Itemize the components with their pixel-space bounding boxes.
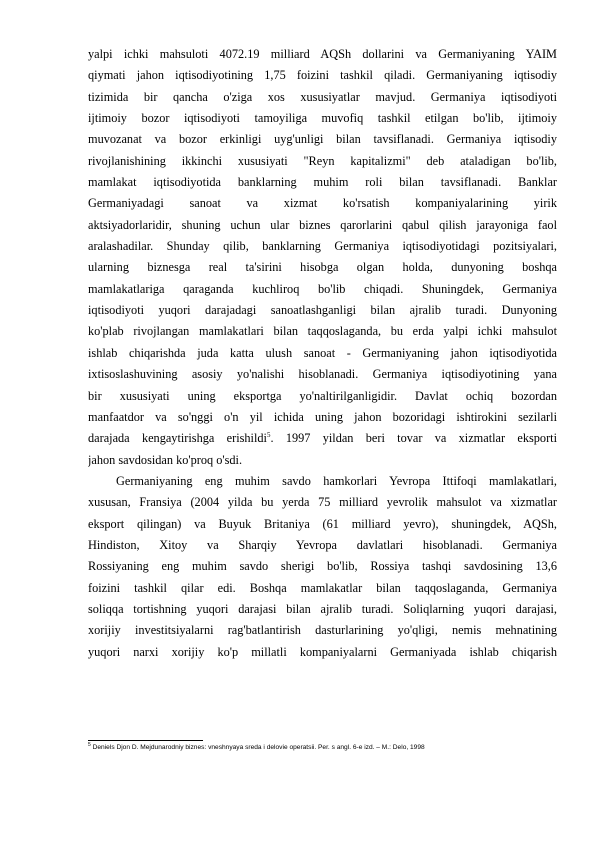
text-line: xususan, Fransiya (2004 yilda bu yerda 75 milliard yevrolik mahsulot va xizmatlar (88, 495, 557, 510)
footnote-divider (88, 740, 203, 741)
text-line: Hindiston, Xitoy va Sharqiy Yevropa davlatlari hisoblanadi. Germaniya (88, 537, 557, 552)
footnote-number: 5 (88, 741, 91, 748)
document-body (88, 44, 557, 663)
text-line: mamlakatlariga qaraganda kuchliroq bo'lib chiqadi. Shuningdek, Germaniya (88, 281, 557, 296)
text-line: aralashadilar. Shunday qilib, banklarning Germaniya iqtisodiyotidagi pozitsiyalari, (88, 239, 557, 254)
text-line: ularning biznesga real ta'sirini hisobga olgan holda, dunyoning boshqa (88, 260, 557, 275)
text-line: foizini tashkil qilar edi. Boshqa mamlakatlar bilan taqqoslaganda, Germaniya (88, 580, 557, 595)
text-line: Germaniyaning eng muhim savdo hamkorlari Yevropa Ittifoqi mamlakatlari, (116, 473, 557, 488)
footnote-text: Deniels Djon D. Mejdunarodniy biznes: vneshnyaya sreda i delovie operatsii. Per. s angl. 6-e izd. – M.: Delo, 1998 (92, 744, 425, 751)
text-segment: darajada kengaytirishga erishildi (88, 431, 267, 446)
text-line: ishlab chiqarishda juda katta ulush sanoat - Germaniyaning jahon iqtisodiyotida (88, 345, 557, 360)
text-line: yalpi ichki mahsuloti 4072.19 milliard AQSh dollarini va Germaniyaning YAIM (88, 47, 557, 61)
text-line: mamlakat iqtisodiyotida banklarning muhim roli bilan tavsiflanadi. Banklar (88, 175, 557, 190)
text-line: aktsiyadorlaridir, shuning uchun ular biznes qarorlarini qabul qilish jarayoniga faol (88, 217, 557, 232)
text-line-with-footnote (88, 428, 557, 449)
text-line: muvozanat va bozor erkinligi uyg'unligi bilan tavsiflanadi. Germaniya iqtisodiy (88, 132, 557, 147)
text-line: manfaatdor va so'nggi o'n yil ichida uning jahon bozoridagi ishtirokini sezilarli (88, 409, 557, 424)
footnote (88, 743, 557, 752)
text-line: soliqqa tortishning yuqori darajasi bilan ajralib turadi. Soliqlarning yuqori darajasi, (88, 601, 557, 616)
text-segment: . 1997 yildan beri tovar va xizmatlar eksporti (270, 431, 557, 446)
paragraph-2 (88, 471, 557, 663)
text-line: Rossiyaning eng muhim savdo sherigi bo'lib, Rossiya tashqi savdosining 13,6 (88, 559, 557, 574)
text-line: ixtisoslashuvining asosiy yo'nalishi hisoblanadi. Germaniya iqtisodiyotining yana (88, 367, 557, 382)
text-line: xorijiy investitsiyalarni rag'batlantirish dasturlarining yo'qligi, nemis mehnatining (88, 623, 557, 638)
text-line: ijtimoiy bozor iqtisodiyoti tamoyiliga muvofiq tashkil etilgan bo'lib, ijtimoiy (88, 111, 557, 126)
text-line: yuqori narxi xorijiy ko'p millatli kompaniyalarni Germaniyada ishlab chiqarish (88, 644, 557, 659)
text-line: iqtisodiyoti yuqori darajadagi sanoatlashganligi bilan ajralib turadi. Dunyoning (88, 303, 557, 318)
text-line: rivojlanishining ikkinchi xususiyati "Reyn kapitalizmi" deb ataladigan bo'lib, (88, 153, 557, 168)
text-line: qiymati jahon iqtisodiyotining 1,75 foizini tashkil qiladi. Germaniyaning iqtisodiy (88, 68, 557, 83)
text-line: bir xususiyati uning eksportga yo'naltirilganligidir. Davlat ochiq bozordan (88, 388, 557, 403)
footnote-marker[interactable]: 5 (266, 431, 271, 440)
text-line: jahon savdosidan ko'proq o'sdi. (88, 452, 243, 467)
text-line: ko'plab rivojlangan mamlakatlari bilan taqqoslaganda, bu erda yalpi ichki mahsulot (88, 324, 557, 339)
text-line: eksport qilingan) va Buyuk Britaniya (61 milliard yevro), shuningdek, AQSh, (88, 516, 557, 531)
text-line: tizimida bir qancha o'ziga xos xususiyatlar mavjud. Germaniya iqtisodiyoti (88, 89, 557, 104)
paragraph-1 (88, 44, 557, 471)
text-line: Germaniyadagi sanoat va xizmat ko'rsatish kompaniyalarining yirik (88, 196, 557, 211)
